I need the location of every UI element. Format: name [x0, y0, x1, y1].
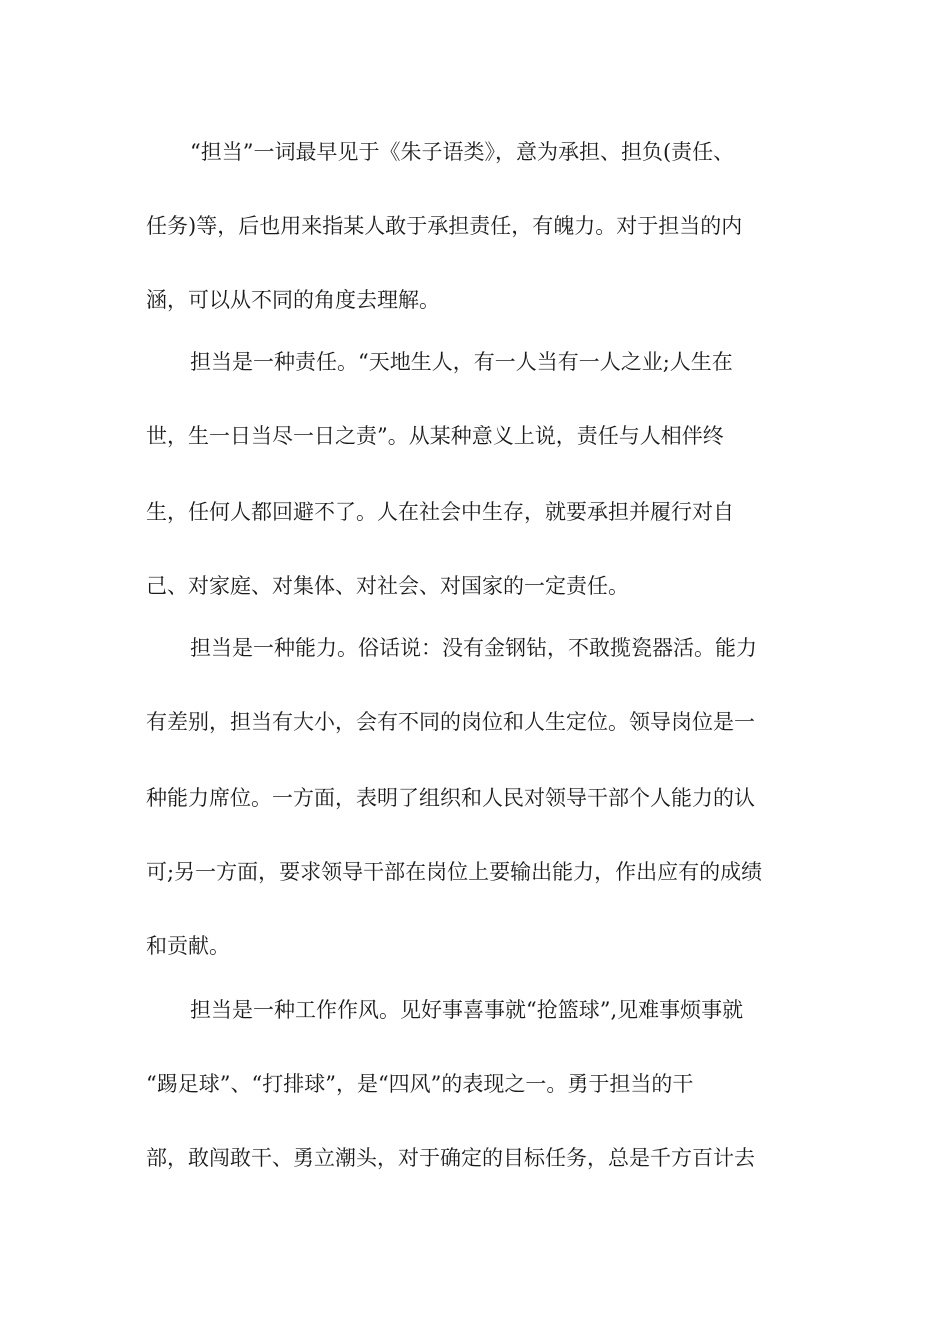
- paragraph-3-line-2: 有差别，担当有大小，会有不同的岗位和人生定位。领导岗位是一: [146, 710, 755, 734]
- paragraph-2-line-4: 己、对家庭、对集体、对社会、对国家的一定责任。: [146, 574, 629, 598]
- paragraph-1-line-3: 涵，可以从不同的角度去理解。: [146, 288, 440, 312]
- paragraph-3-line-5: 和贡献。: [146, 934, 230, 958]
- paragraph-4-line-2: “踢足球”、“打排球”，是“四风”的表现之一。勇于担当的干: [146, 1072, 694, 1096]
- paragraph-2-line-2: 世，生一日当尽一日之责”。从某种意义上说，责任与人相伴终: [146, 424, 724, 448]
- paragraph-1-line-2: 任务)等，后也用来指某人敢于承担责任，有魄力。对于担当的内: [146, 214, 743, 238]
- paragraph-4-line-3: 部，敢闯敢干、勇立潮头，对于确定的目标任务，总是千方百计去: [146, 1146, 755, 1170]
- paragraph-4-line-1: 担当是一种工作作风。见好事喜事就“抢篮球”,见难事烦事就: [190, 998, 744, 1022]
- paragraph-3-line-3: 种能力席位。一方面，表明了组织和人民对领导干部个人能力的认: [146, 786, 755, 810]
- paragraph-2-line-1: 担当是一种责任。“天地生人，有一人当有一人之业;人生在: [190, 350, 733, 374]
- paragraph-2-line-3: 生，任何人都回避不了。人在社会中生存，就要承担并履行对自: [146, 500, 734, 524]
- paragraph-3-line-4: 可;另一方面，要求领导干部在岗位上要输出能力，作出应有的成绩: [146, 860, 763, 884]
- paragraph-1-line-1: “担当”一词最早见于《朱子语类》，意为承担、担负(责任、: [190, 140, 735, 164]
- paragraph-3-line-1: 担当是一种能力。俗话说：没有金钢钻，不敢揽瓷器活。能力: [190, 636, 757, 660]
